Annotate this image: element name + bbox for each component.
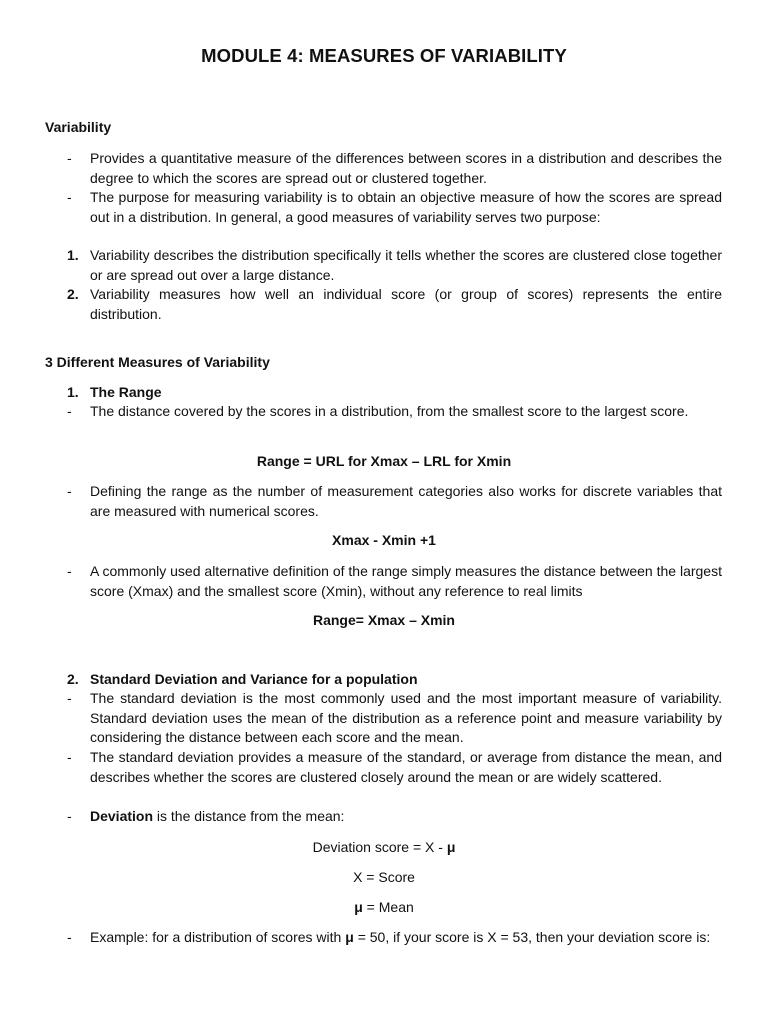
subsection-heading-sd <box>45 670 722 690</box>
example-text-a: Example: for a distribution of scores with <box>90 929 346 945</box>
bullet-dash: - <box>67 749 72 765</box>
mu-symbol: μ <box>345 929 354 945</box>
example-text-b: = 50, if your score is X = 53, then your deviation score is: <box>353 929 711 945</box>
bullet-dash: - <box>67 403 72 419</box>
list-item <box>45 928 722 948</box>
list-item <box>45 149 722 188</box>
formula-range-alt: Range= Xmax – Xmin <box>312 612 455 628</box>
paragraph: Variability describes the distribution specifically it tells whether the scores are clustered close together or are spread out over a large distance. <box>90 247 722 283</box>
list-item <box>45 402 722 422</box>
section-heading-measures: 3 Different Measures of Variability <box>45 354 270 370</box>
bullet-dash: - <box>67 929 72 945</box>
term-deviation: Deviation <box>90 808 154 824</box>
paragraph: Provides a quantitative measure of the differences between scores in a distribution and describes the degree to which the scores are spread out or clustered together. <box>90 150 722 186</box>
bullet-dash: - <box>67 808 72 824</box>
definition-mu <box>0 898 768 918</box>
list-item <box>45 807 722 827</box>
paragraph: The standard deviation provides a measure of the standard, or average from distance the mean, and describes whether the scores are clustered closely around the mean or are widely scattered. <box>90 749 722 785</box>
bullet-dash: - <box>67 189 72 205</box>
paragraph: The standard deviation is the most commonly used and the most important measure of variability. Standard deviation uses the mean of the distribution as a reference point and measure variability by considering the distance between each score and the mean. <box>90 690 722 745</box>
section-heading-variability: Variability <box>45 119 112 135</box>
list-item <box>45 188 722 227</box>
mu-definition: = Mean <box>362 899 414 915</box>
list-item <box>45 562 722 601</box>
formula-text: Deviation score = X - <box>312 839 447 855</box>
paragraph: Defining the range as the number of measurement categories also works for discrete variables that are measured with numerical scores. <box>90 483 722 519</box>
subsection-title: Standard Deviation and Variance for a population <box>90 671 418 687</box>
paragraph: A commonly used alternative definition of the range simply measures the distance between the largest score (Xmax) and the smallest score (Xmin), without any reference to real limits <box>90 563 722 599</box>
item-number: 2. <box>67 671 79 687</box>
mu-symbol: μ <box>354 899 363 915</box>
numbered-item <box>45 285 722 324</box>
mu-symbol: μ <box>446 839 456 855</box>
subsection-heading-range <box>45 383 722 403</box>
item-number: 2. <box>67 286 79 302</box>
bullet-dash: - <box>67 563 72 579</box>
paragraph: The purpose for measuring variability is to obtain an objective measure of how the scores are spread out in a distribution. In general, a good measures of variability serves two purpose: <box>90 189 722 225</box>
deviation-definition: is the distance from the mean: <box>153 808 345 824</box>
item-number: 1. <box>67 247 79 263</box>
formula-discrete-range: Xmax - Xmin +1 <box>332 532 436 548</box>
bullet-dash: - <box>67 150 72 166</box>
formula-range: Range = URL for Xmax – LRL for Xmin <box>256 453 512 469</box>
definition-x: X = Score <box>353 869 415 885</box>
paragraph <box>90 928 722 948</box>
subsection-title: The Range <box>90 384 162 400</box>
bullet-dash: - <box>67 483 72 499</box>
list-item <box>45 482 722 521</box>
item-number: 1. <box>67 384 79 400</box>
page-title: MODULE 4: MEASURES OF VARIABILITY <box>201 45 567 66</box>
paragraph: Variability measures how well an individual score (or group of scores) represents the entire distribution. <box>90 286 722 322</box>
bullet-dash: - <box>67 690 72 706</box>
formula-deviation <box>0 838 768 858</box>
list-item <box>45 748 722 787</box>
list-item <box>45 689 722 748</box>
paragraph: The distance covered by the scores in a distribution, from the smallest score to the largest score. <box>90 403 689 419</box>
numbered-item <box>45 246 722 285</box>
paragraph <box>90 807 722 827</box>
